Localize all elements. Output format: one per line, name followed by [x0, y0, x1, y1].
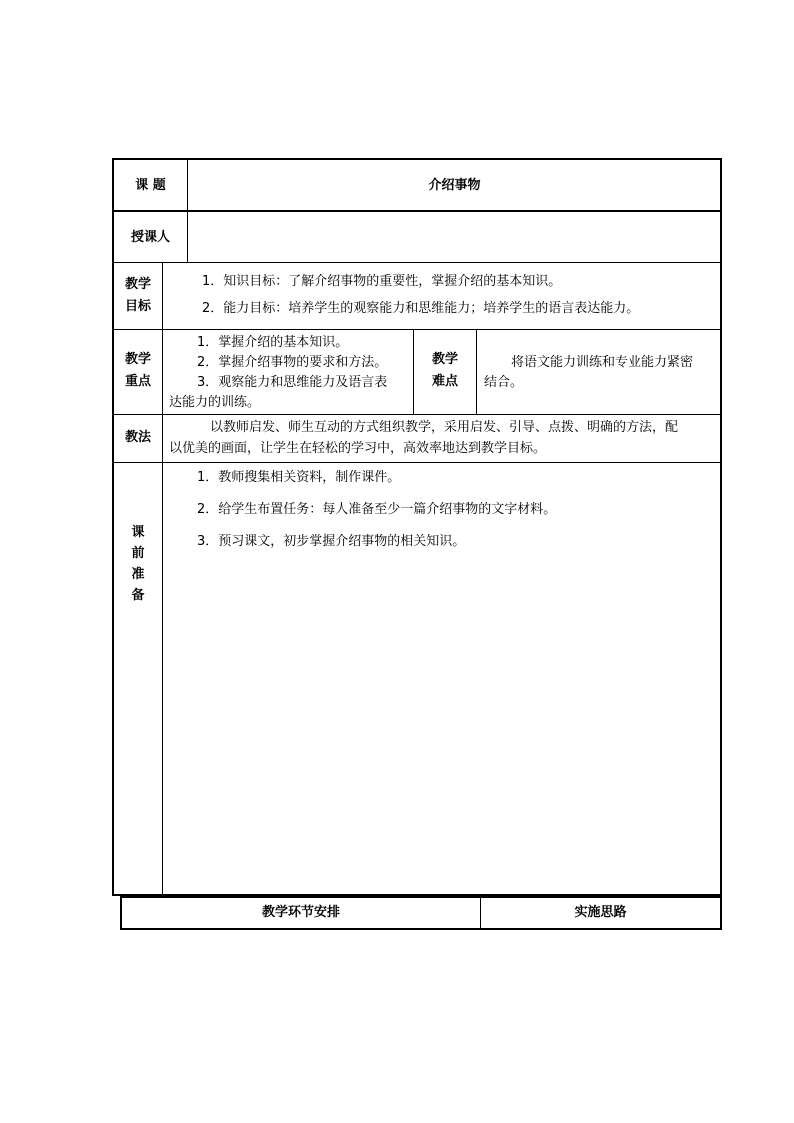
row-divider	[113, 210, 721, 212]
lesson-table	[112, 158, 722, 896]
col-divider	[476, 329, 477, 414]
goals-label-line: 教学	[124, 277, 151, 292]
goals-label-line: 目标	[124, 299, 151, 314]
teacher-label: 授课人	[130, 230, 170, 245]
prep-item: 3．预习课文，初步掌握介绍事物的相关知识。	[197, 534, 466, 549]
topic-value: 介绍事物	[428, 178, 481, 193]
difficulty-label-line: 教学	[431, 352, 458, 367]
goal-item: 1．知识目标：了解介绍事物的重要性，掌握介绍的基本知识。	[202, 274, 562, 289]
goal-item: 2．能力目标：培养学生的观察能力和思维能力；培养学生的语言表达能力。	[202, 301, 640, 316]
method-text: 以教师启发、师生互动的方式组织教学，采用启发、引导、点拨、明确的方法，配	[210, 420, 679, 435]
row-divider	[113, 462, 721, 463]
difficulty-text: 结合。	[484, 375, 524, 390]
prep-label	[114, 522, 162, 606]
row-divider	[113, 414, 721, 415]
key-points-label	[114, 349, 162, 393]
row-divider	[113, 329, 721, 330]
difficulty-label	[414, 349, 476, 393]
footer-col-stages: 教学环节安排	[261, 905, 340, 920]
footer-col-approach: 实施思路	[574, 905, 627, 920]
prep-label-char: 课	[131, 525, 145, 540]
topic-label: 课 题	[135, 178, 166, 193]
key-points-label-line: 教学	[124, 352, 151, 367]
method-label: 教法	[124, 430, 151, 445]
key-point-item: 2．掌握介绍事物的要求和方法。	[197, 355, 388, 370]
col-divider	[162, 262, 163, 895]
prep-label-char: 备	[131, 588, 145, 603]
key-point-item: 1．掌握介绍的基本知识。	[197, 335, 349, 350]
row-divider	[113, 262, 721, 263]
key-points-label-line: 重点	[124, 374, 151, 389]
key-point-item: 3．观察能力和思维能力及语言表	[197, 375, 388, 390]
difficulty-label-line: 难点	[431, 374, 458, 389]
prep-label-char: 准	[131, 567, 145, 582]
prep-label-char: 前	[131, 546, 145, 561]
prep-item: 2．给学生布置任务：每人准备至少一篇介绍事物的文字材料。	[197, 502, 557, 517]
method-text: 以优美的画面，让学生在轻松的学习中，高效率地达到教学目标。	[169, 441, 547, 456]
prep-item: 1．教师搜集相关资料，制作课件。	[197, 470, 401, 485]
key-point-item: 达能力的训练。	[169, 395, 261, 410]
goals-label	[114, 274, 162, 318]
difficulty-text: 将语文能力训练和专业能力紧密	[511, 355, 694, 370]
